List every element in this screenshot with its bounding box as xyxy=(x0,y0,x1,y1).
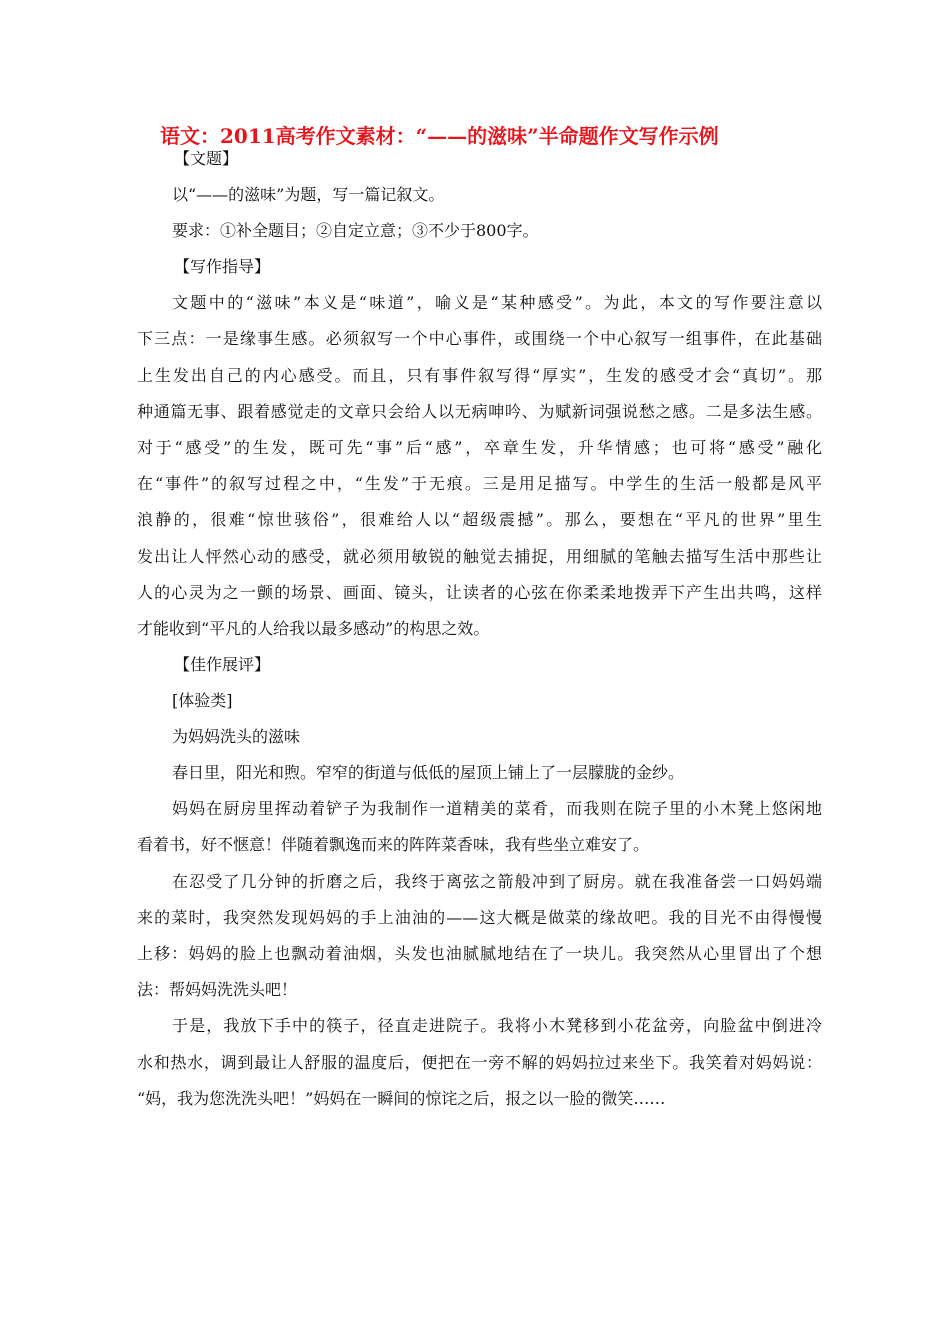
text-line: “妈，我为您洗洗头吧！”妈妈在一瞬间的惊诧之后，报之以一脸的微笑…… xyxy=(137,1089,666,1108)
text-line: 看着书，好不惬意！伴随着飘逸而来的阵阵菜香味，我有些坐立难安了。 xyxy=(137,835,650,854)
text-line: 才能收到“平凡的人给我以最多感动”的构思之效。 xyxy=(137,619,490,638)
text-line: 来的菜时，我突然发现妈妈的手上油油的——这大概是做菜的缘故吧。我的目光不由得慢慢 xyxy=(137,908,822,927)
text-line: 以“——的滋味”为题，写一篇记叙文。 xyxy=(172,185,445,204)
text-line: 上移：妈妈的脸上也飘动着油烟，头发也油腻腻地结在了一块儿。我突然从心里冒出了个想 xyxy=(137,944,822,963)
text-line: 发出让人怦然心动的感受，就必须用敏锐的触觉去捕捉，用细腻的笔触去描写生活中那些让 xyxy=(137,547,822,566)
text-line: 【佳作展评】 xyxy=(174,655,271,674)
text-line: [体验类] xyxy=(172,691,233,710)
text-line: 种通篇无事、跟着感觉走的文章只会给人以无病呻吟、为赋新词强说愁之感。二是多法生感。 xyxy=(137,402,822,421)
text-line: 下三点：一是缘事生感。必须叙写一个中心事件，或围绕一个中心叙写一组事件，在此基础 xyxy=(137,329,822,348)
text-line: 上生发出自己的内心感受。而且，只有事件叙写得“厚实”，生发的感受才会“真切”。那 xyxy=(137,366,822,385)
text-line: 人的心灵为之一颤的场景、画面、镜头，让读者的心弦在你柔柔地拨弄下产生出共鸣，这样 xyxy=(137,583,822,602)
text-line: 妈妈在厨房里挥动着铲子为我制作一道精美的菜肴，而我则在院子里的小木凳上悠闲地 xyxy=(172,799,822,818)
text-line: 在忍受了几分钟的折磨之后，我终于离弦之箭般冲到了厨房。就在我准备尝一口妈妈端 xyxy=(172,872,822,891)
text-line: 春日里，阳光和煦。窄窄的街道与低低的屋顶上铺上了一层朦胧的金纱。 xyxy=(172,763,685,782)
text-line: 文题中的“滋味”本义是“味道”，喻义是“某种感受”。为此，本文的写作要注意以 xyxy=(172,293,822,312)
text-line: 在“事件”的叙写过程之中，“生发”于无痕。三是用足描写。中学生的生活一般都是风平 xyxy=(137,474,822,493)
document-title: 语文：2011高考作文素材：“——的滋味”半命题作文写作示例 xyxy=(160,124,719,148)
text-line: 法：帮妈妈洗洗头吧！ xyxy=(137,980,298,999)
text-line: 要求：①补全题目；②自定立意；③不少于800字。 xyxy=(172,221,539,240)
text-line: 于是，我放下手中的筷子，径直走进院子。我将小木凳移到小花盆旁，向脸盆中倒进冷 xyxy=(172,1016,822,1035)
text-line: 对于“感受”的生发，既可先“事”后“感”，卒章生发，升华情感；也可将“感受”融化 xyxy=(137,438,822,457)
text-line: 水和热水，调到最让人舒服的温度后，便把在一旁不解的妈妈拉过来坐下。我笑着对妈妈说： xyxy=(137,1053,822,1072)
text-line: 为妈妈洗头的滋味 xyxy=(172,727,301,746)
text-line: 浪静的，很难“惊世骇俗”，很难给人以“超级震撼”。那么，要想在“平凡的世界”里生 xyxy=(137,510,822,529)
text-line: 【写作指导】 xyxy=(174,257,271,276)
text-line: 【文题】 xyxy=(174,149,239,168)
